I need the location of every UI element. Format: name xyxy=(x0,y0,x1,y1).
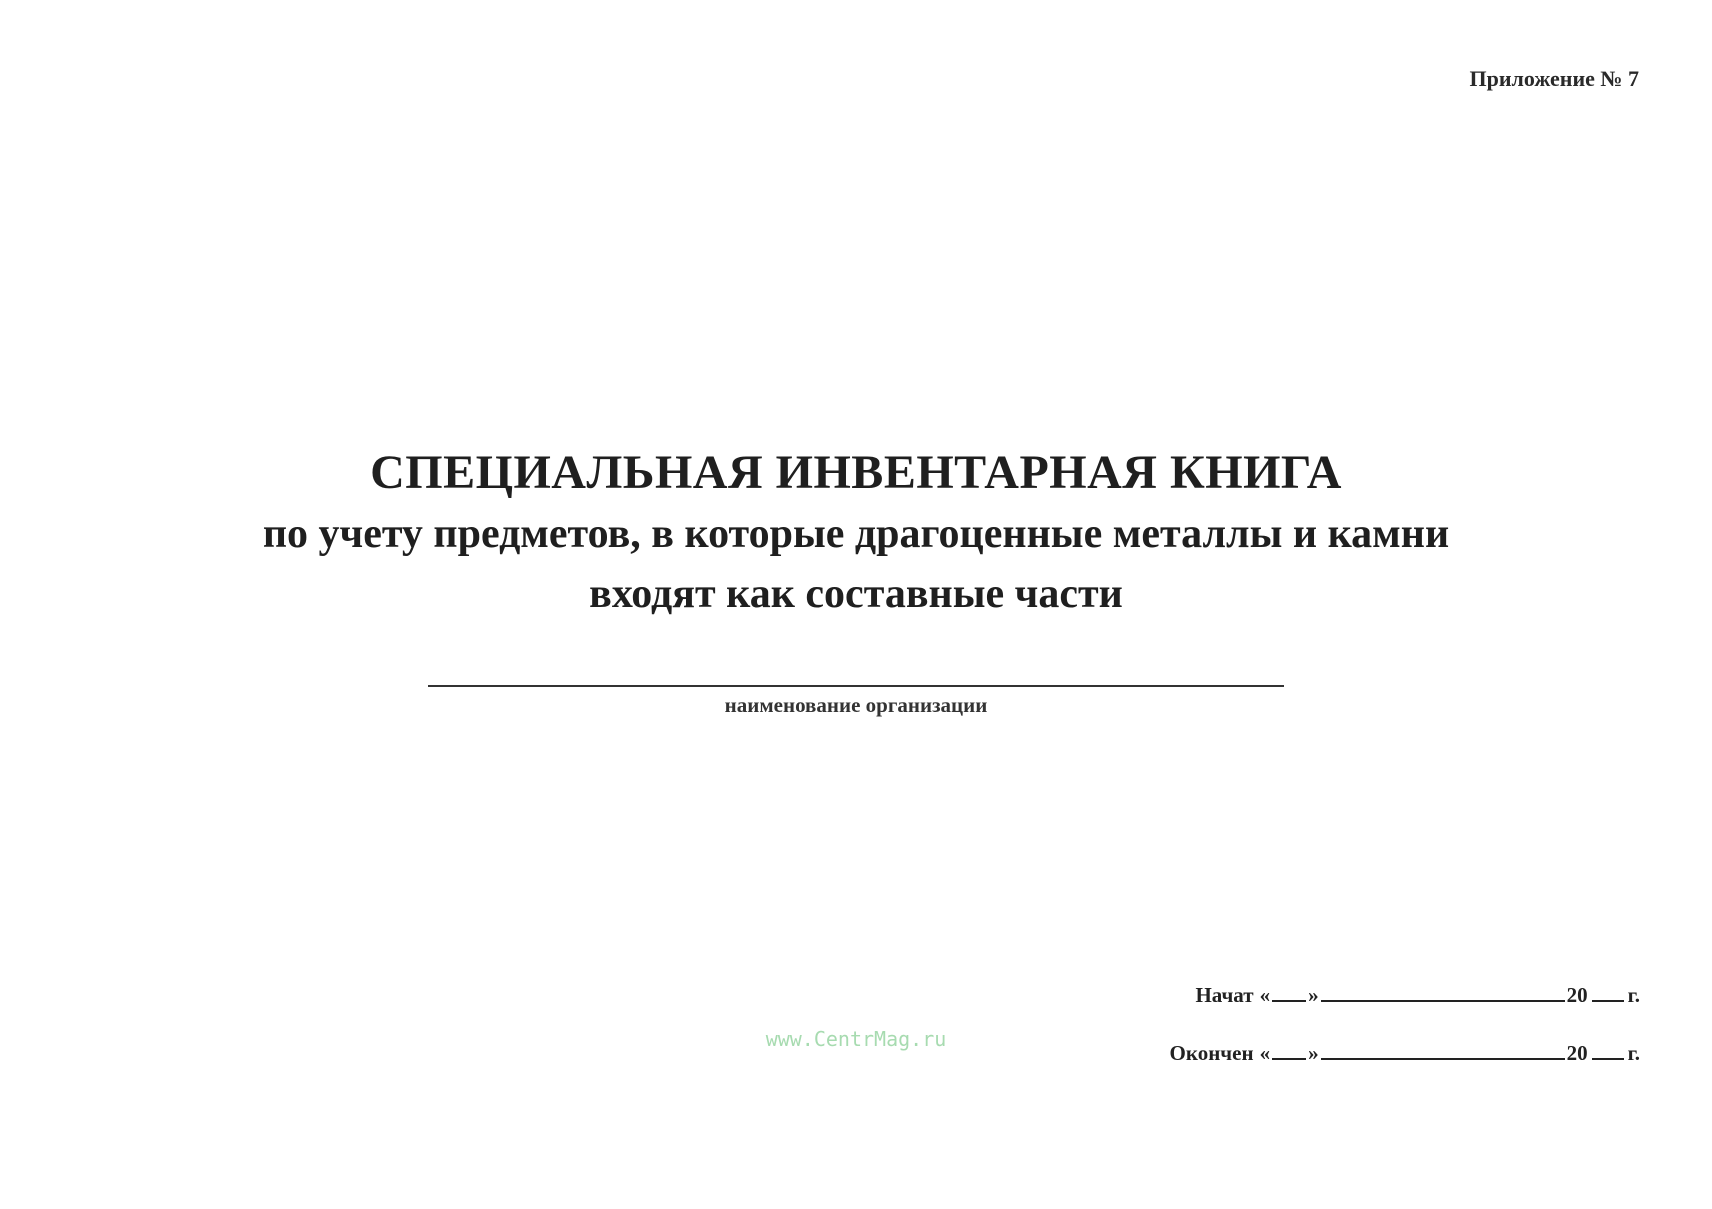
close-quote: » xyxy=(1308,1041,1319,1065)
end-year-blank xyxy=(1592,1057,1624,1060)
open-quote: « xyxy=(1259,983,1271,1007)
book-subtitle-line-2: входят как составные части xyxy=(589,571,1123,617)
end-day-blank xyxy=(1272,1057,1306,1060)
appendix-label: Приложение № 7 xyxy=(1469,66,1639,91)
start-month-blank xyxy=(1321,999,1565,1002)
end-date-row xyxy=(1170,1041,1640,1099)
start-day-blank xyxy=(1272,999,1306,1002)
book-title: СПЕЦИАЛЬНАЯ ИНВЕНТАРНАЯ КНИГА xyxy=(370,446,1342,499)
start-year-suffix: г. xyxy=(1627,983,1640,1007)
date-block xyxy=(1170,983,1640,1099)
organization-caption: наименование организации xyxy=(724,693,988,717)
close-quote: » xyxy=(1308,983,1319,1007)
start-year-blank xyxy=(1592,999,1624,1002)
end-month-blank xyxy=(1321,1057,1565,1060)
watermark: www.CentrMag.ru xyxy=(765,1027,947,1051)
book-subtitle-line-1: по учету предметов, в которые драгоценные металлы и камни xyxy=(262,511,1450,557)
start-year-prefix: 20 xyxy=(1566,983,1588,1007)
organization-name-line xyxy=(428,685,1284,687)
open-quote: « xyxy=(1259,1041,1271,1065)
end-date-label: Окончен xyxy=(1169,1041,1254,1065)
end-year-suffix: г. xyxy=(1627,1041,1640,1065)
start-date-label: Начат xyxy=(1195,983,1254,1007)
start-date-row xyxy=(1170,983,1640,1041)
title-block xyxy=(0,442,1712,624)
end-year-prefix: 20 xyxy=(1566,1041,1588,1065)
